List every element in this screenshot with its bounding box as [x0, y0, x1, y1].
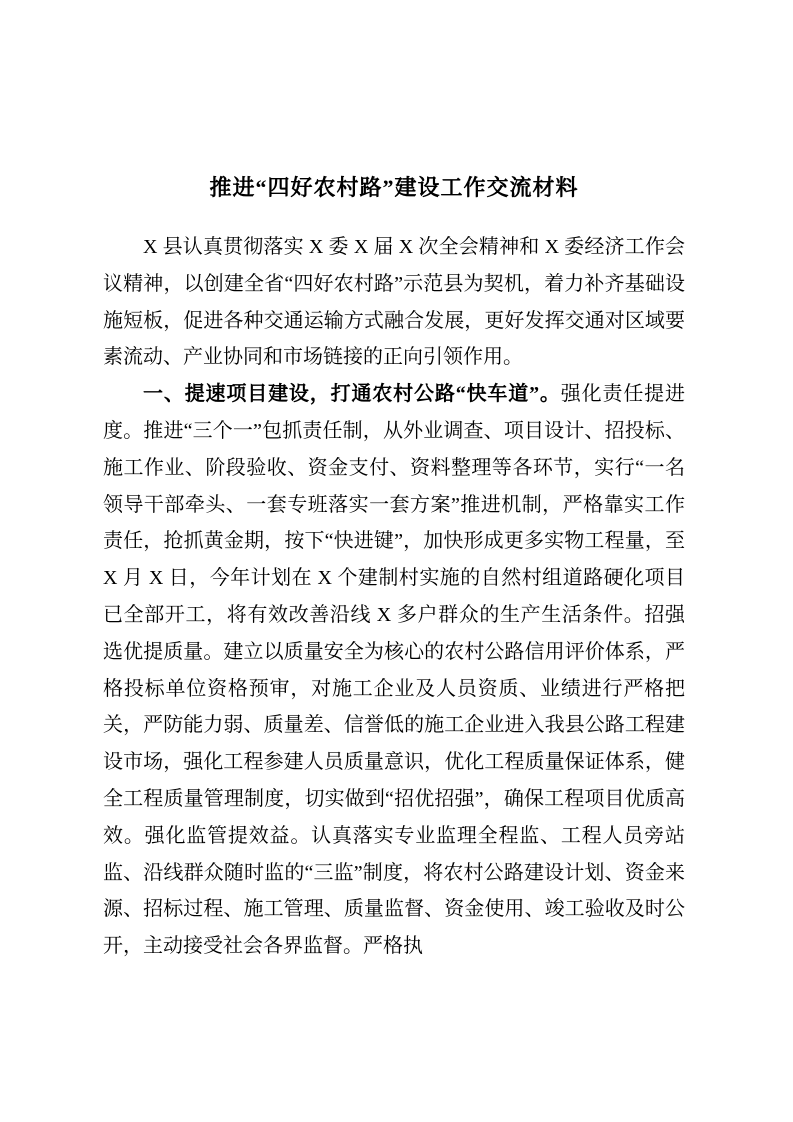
document-title: 推进“四好农村路”建设工作交流材料 — [209, 175, 579, 200]
document-body — [103, 229, 685, 965]
bold-text-run: 一、提速项目建设，打通农村公路“快车道”。 — [143, 383, 561, 406]
text-run: 强化责任提进度。推进“三个一”包抓责任制，从外业调查、项目设计、招投标、施工作业、阶段验收、资金支付、资料整理等各环节，实行“一名领导干部牵头、一套专班落实一套方案”推进机制，严格靠实工作责任，抢抓黄金期，按下“快进键”，加快形成更多实物工程量，至 X 月 X 日，今年计划在 X 个建制村实施的自然村组道路硬化项目已全部开工，将有效改善沿线 X 多户群众的生产生活条件。招强选优提质量。建立以质量安全为核心的农村公路信用评价体系，严格投标单位资格预审，对施工企业及人员资质、业绩进行严格把关，严防能力弱、质量差、信誉低的施工企业进入我县公路工程建设市场，强化工程参建人员质量意识，优化工程质量保证体系，健全工程质量管理制度，切实做到“招优招强”，确保工程项目优质高效。强化监管提效益。认真落实专业监理全程监、工程人员旁站监、沿线群众随时监的“三监”制度，将农村公路建设计划、资金来源、招标过程、施工管理、质量监督、资金使用、竣工验收及时公开，主动接受社会各界监督。严格执 — [103, 383, 686, 958]
body-paragraph — [103, 376, 685, 965]
body-paragraph — [103, 229, 685, 376]
text-run: X 县认真贯彻落实 X 委 X 届 X 次全会精神和 X 委经济工作会议精神，以创建全省“四好农村路”示范县为契机，着力补齐基础设施短板，促进各种交通运输方式融合发展，更好发挥交通对区域要素流动、产业协同和市场链接的正向引领作用。 — [103, 236, 685, 369]
